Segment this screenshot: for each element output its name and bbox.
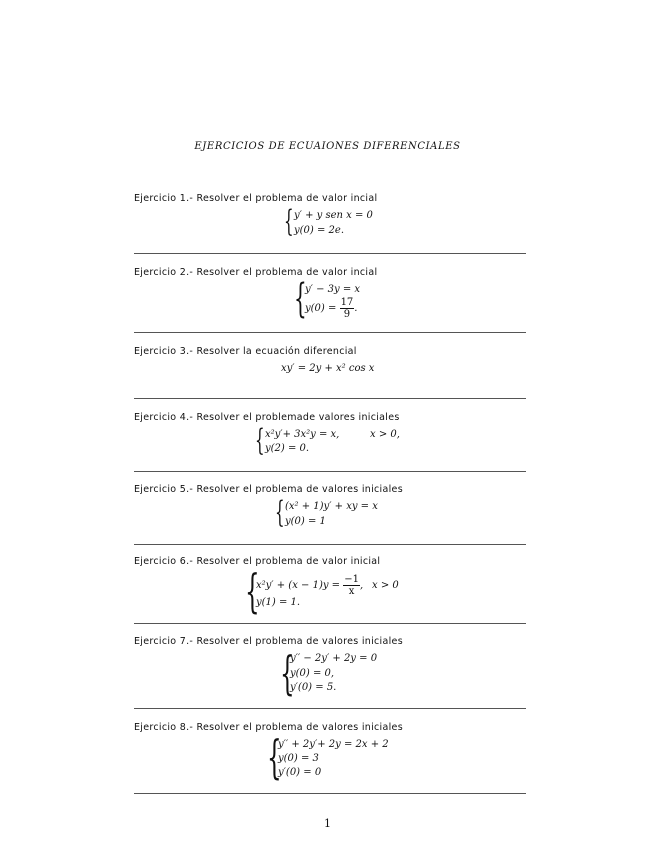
equation-line: y′ − 3y = x	[305, 284, 361, 295]
equation-line: y(1) = 1.	[256, 597, 301, 608]
separator-line	[134, 398, 526, 399]
left-brace-icon: {	[294, 276, 307, 322]
page-number: 1	[324, 817, 331, 830]
separator-line	[134, 544, 526, 545]
page-title: EJERCICIOS DE ECUAIONES DIFERENCIALES	[194, 141, 461, 152]
exercise-5-heading	[134, 477, 526, 496]
separator-line	[134, 253, 526, 254]
left-brace-icon: {	[275, 495, 285, 530]
exercise-label: Ejercicio 5.-	[134, 484, 194, 495]
exercise-label: Ejercicio 7.-	[134, 636, 194, 647]
fraction-denominator: x	[348, 586, 355, 597]
fraction	[340, 297, 355, 320]
equation-line: y(0) = 0,	[290, 668, 335, 679]
exercise-1-heading	[134, 186, 526, 205]
equation-line: y′(0) = 0	[278, 767, 322, 778]
separator-line	[134, 708, 526, 709]
separator-line	[134, 332, 526, 333]
exercise-statement: Resolver el problema de valores iniciales	[196, 484, 403, 495]
separator-line	[134, 471, 526, 472]
exercise-statement: Resolver el problema de valores iniciales	[196, 722, 403, 733]
exercise-statement: Resolver el problemade valores iniciales	[196, 412, 400, 423]
exercise-statement: Resolver el problema de valor incial	[196, 267, 378, 278]
equation-line: y′(0) = 5.	[290, 682, 337, 693]
left-brace-icon: {	[280, 646, 295, 700]
separator-line	[134, 793, 526, 794]
fraction	[343, 574, 360, 597]
exercise-6-heading	[134, 549, 526, 568]
equation-line: (x² + 1)y′ + xy = x	[285, 501, 378, 512]
exercise-statement: Resolver la ecuación diferencial	[196, 346, 357, 357]
fraction-numerator: −1	[344, 574, 359, 585]
left-brace-icon: {	[284, 204, 294, 239]
exercise-statement: Resolver el problema de valores iniciales	[196, 636, 403, 647]
equation-line: y(0) = 1	[285, 516, 326, 527]
exercise-statement: Resolver el problema de valor incial	[196, 193, 378, 204]
exercise-4-heading	[134, 405, 526, 424]
exercise-label: Ejercicio 3.-	[134, 346, 194, 357]
exercise-7-heading	[134, 629, 526, 648]
exercise-2-heading	[134, 260, 526, 279]
left-brace-icon: {	[267, 730, 282, 784]
exercise-label: Ejercicio 1.-	[134, 193, 194, 204]
equation-line: y(0) = 2e.	[294, 225, 345, 236]
equation-line: y′ + y sen x = 0	[294, 210, 373, 221]
equation-text: x²y′ + (x − 1)y =	[256, 580, 341, 591]
equation-line: y(0) = 3	[278, 753, 319, 764]
equation-line: xy′ = 2y + x² cos x	[281, 363, 375, 374]
equation-text: ,	[360, 580, 364, 591]
equation-line: y(2) = 0.	[265, 443, 310, 454]
left-brace-icon: {	[245, 564, 260, 618]
exercise-statement: Resolver el problema de valor inicial	[196, 556, 381, 567]
fraction-numerator: 17	[340, 297, 354, 308]
exercise-label: Ejercicio 2.-	[134, 267, 194, 278]
equation-line: y(0) = $\frac{17}{9}$ .	[305, 297, 358, 320]
equation-line: x > 0	[372, 580, 399, 591]
equation-text: y(0) =	[305, 303, 337, 314]
exercise-label: Ejercicio 6.-	[134, 556, 194, 567]
fraction-denominator: 9	[343, 309, 351, 320]
equation-line: y′′ + 2y′+ 2y = 2x + 2	[278, 739, 389, 750]
exercise-label: Ejercicio 8.-	[134, 722, 194, 733]
left-brace-icon: {	[255, 423, 265, 458]
equation-line	[256, 574, 363, 597]
exercise-label: Ejercicio 4.-	[134, 412, 194, 423]
equation-line: x²y′+ 3x²y = x,	[265, 429, 340, 440]
equation-line: y′′ − 2y′ + 2y = 0	[290, 653, 378, 664]
exercise-3-heading	[134, 339, 526, 358]
exercise-8-heading	[134, 715, 526, 734]
separator-line	[134, 623, 526, 624]
equation-line: x > 0,	[370, 429, 400, 440]
